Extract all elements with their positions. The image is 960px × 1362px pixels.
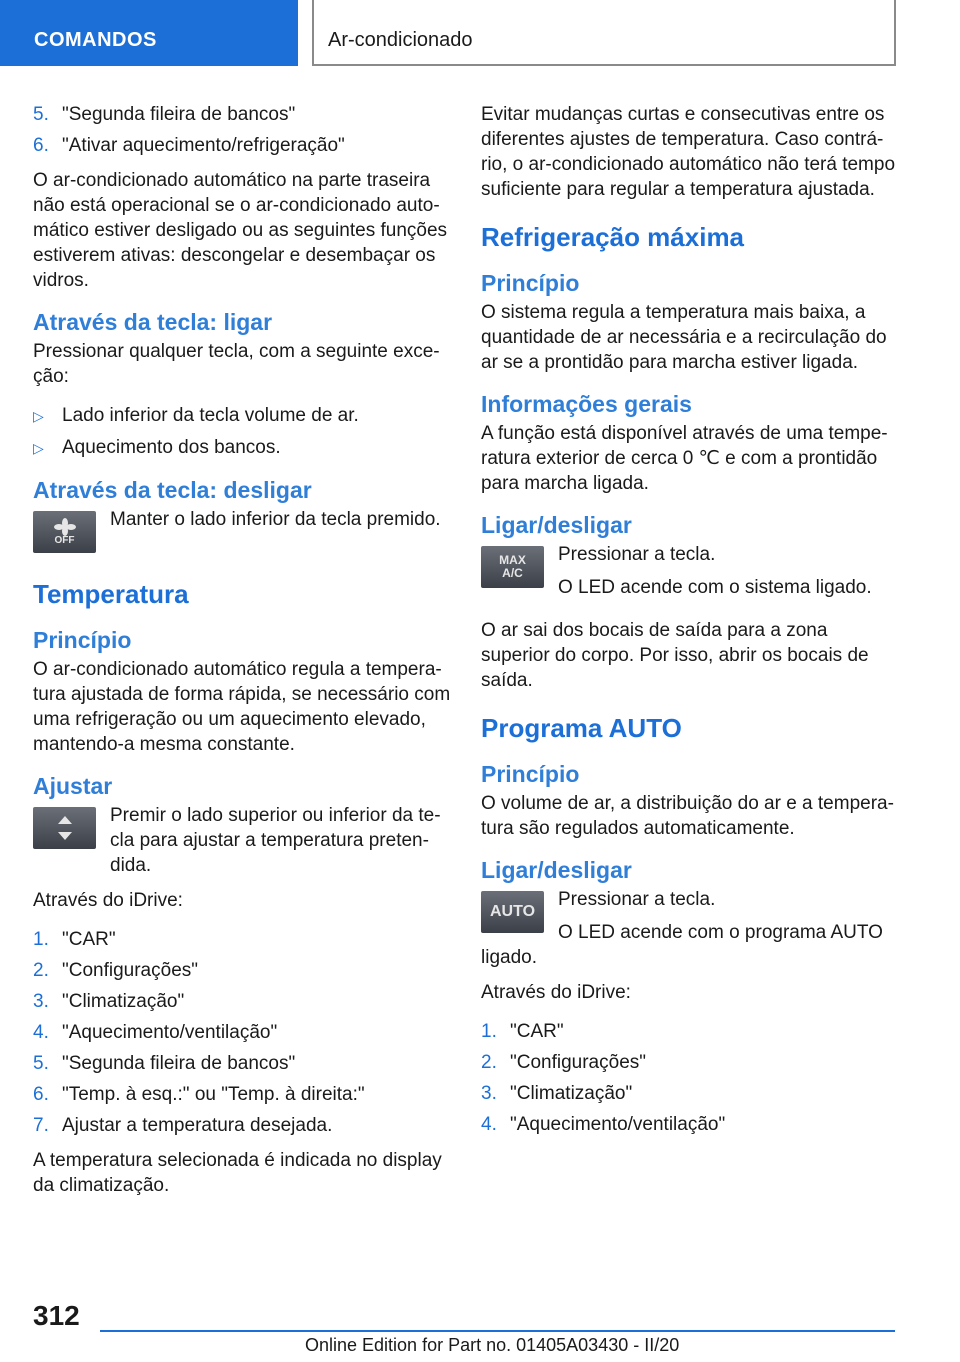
list-text: "Temp. à esq.:" ou "Temp. à direita:" <box>62 1084 365 1105</box>
heading-key-on: Através da tecla: ligar <box>33 309 273 335</box>
list-number: 1. <box>481 1021 497 1042</box>
heading-adjust: Ajustar <box>33 773 113 799</box>
up-down-arrows-icon <box>55 814 75 842</box>
rear-ac-paragraph: O ar-condicionado automático na parte traseira não está operacional se o ar-condicionado auto-mático estiver desligado ou as seguintes funções estiverem ativas: descongelar e desembaçar os vidros. <box>33 170 448 291</box>
up-down-key-icon <box>33 807 96 849</box>
auto-text: O volume de ar, a distribuição do ar e a tempera-tura são regulados automaticamente. <box>481 793 894 839</box>
list-text: "Segunda fileira de bancos" <box>62 1053 296 1074</box>
page-header <box>0 0 960 66</box>
fan-icon <box>54 518 76 536</box>
triangle-bullet-icon: ▷ <box>33 440 44 456</box>
list-number: 5. <box>33 104 49 125</box>
fan-off-key-icon <box>33 511 96 553</box>
bullet-item <box>33 403 453 429</box>
air-outlet-text: O ar sai dos bocais de saída para a zona superior do corpo. Por isso, abrir os bocais de saída. <box>481 620 869 691</box>
off-text: Manter o lado inferior da tecla premido. <box>110 509 441 530</box>
off-label: OFF <box>54 535 75 546</box>
auto-label: AUTO <box>489 903 536 920</box>
list-number: 5. <box>33 1053 49 1074</box>
right-column <box>481 102 899 1147</box>
list-number: 1. <box>33 929 49 950</box>
max-ac-label: MAX A/C <box>499 553 526 580</box>
list-item <box>33 1113 453 1138</box>
auto-key-row <box>481 887 899 970</box>
list-number: 6. <box>33 135 49 156</box>
chapter-title: Ar-condicionado <box>312 0 896 66</box>
auto-key-icon <box>481 891 544 933</box>
heading-temperature: Temperatura <box>33 579 189 609</box>
off-key-row <box>33 507 453 559</box>
edition-text: Online Edition for Part no. 01405A03430 - II/20 <box>305 1335 680 1355</box>
bullet-text: Aquecimento dos bancos. <box>62 437 281 458</box>
list-number: 3. <box>481 1083 497 1104</box>
heading-on-off: Ligar/desligar <box>481 512 632 538</box>
list-item <box>33 133 453 158</box>
exception-list <box>33 403 453 461</box>
list-text: Ajustar a temperatura desejada. <box>62 1115 333 1136</box>
idrive-steps <box>481 1019 899 1137</box>
key-on-text: Pressionar qualquer tecla, com a seguinte exce-ção: <box>33 341 440 387</box>
section-tab: COMANDOS <box>0 0 298 66</box>
list-item <box>33 1082 453 1107</box>
list-text: "Segunda fileira de bancos" <box>62 104 296 125</box>
list-number: 7. <box>33 1115 49 1136</box>
bullet-text: Lado inferior da tecla volume de ar. <box>62 405 359 426</box>
list-text: "Climatização" <box>510 1083 633 1104</box>
list-item <box>33 927 453 952</box>
max-cooling-text: O sistema regula a temperatura mais baixa, a quantidade de ar necessária e a recirculação do ar se a prontidão para marcha estiver ligada. <box>481 302 887 373</box>
list-text: "CAR" <box>510 1021 564 1042</box>
list-item <box>33 1020 453 1045</box>
temperature-text: O ar-condicionado automático regula a tempera-tura ajustada de forma rápida, se necessário com uma refrigeração ou um aquecimento elevado, mantendo-a mesma constante. <box>33 659 451 755</box>
page-number: 312 <box>33 1300 80 1331</box>
list-item <box>481 1019 899 1044</box>
list-number: 3. <box>33 991 49 1012</box>
list-item <box>481 1081 899 1106</box>
footer-divider <box>100 1330 895 1332</box>
heading-on-off: Ligar/desligar <box>481 857 632 883</box>
list-text: "Configurações" <box>510 1052 647 1073</box>
press-key-text: Pressionar a tecla. <box>558 544 716 565</box>
list-item <box>33 958 453 983</box>
max-led-text: O LED acende com o sistema ligado. <box>558 577 872 598</box>
bullet-item <box>33 435 453 461</box>
closing-text: A temperatura selecionada é indicada no display da climatização. <box>33 1150 442 1196</box>
idrive-intro: Através do iDrive: <box>481 982 631 1003</box>
left-column <box>33 102 453 1212</box>
press-key-text: Pressionar a tecla. <box>558 889 716 910</box>
auto-led-text: O LED acende com o programa AUTO ligado. <box>481 922 883 968</box>
triangle-bullet-icon: ▷ <box>33 408 44 424</box>
avoid-changes-text: Evitar mudanças curtas e consecutivas entre os diferentes ajustes de temperatura. Caso contrá-rio, o ar-condicionado automático não terá tempo suficiente para regular a temperatura ajustada. <box>481 104 896 200</box>
list-text: "Aquecimento/ventilação" <box>62 1022 278 1043</box>
list-item <box>33 102 453 127</box>
list-text: "Climatização" <box>62 991 185 1012</box>
max-ac-key-icon <box>481 546 544 588</box>
idrive-intro: Através do iDrive: <box>33 890 183 911</box>
heading-max-cooling: Refrigeração máxima <box>481 222 745 252</box>
list-number: 4. <box>481 1114 497 1135</box>
list-item <box>33 1051 453 1076</box>
list-item <box>481 1112 899 1137</box>
list-number: 6. <box>33 1084 49 1105</box>
list-item <box>33 989 453 1014</box>
idrive-steps <box>33 927 453 1138</box>
list-text: "Aquecimento/ventilação" <box>510 1114 726 1135</box>
list-number: 2. <box>481 1052 497 1073</box>
heading-principle: Princípio <box>481 270 580 296</box>
list-text: "Configurações" <box>62 960 199 981</box>
heading-principle: Princípio <box>481 761 580 787</box>
list-text: "CAR" <box>62 929 116 950</box>
list-item <box>481 1050 899 1075</box>
numbered-list-top <box>33 102 453 158</box>
general-info-text: A função está disponível através de uma tempe-ratura exterior de cerca 0 ℃ e com a prontidão para marcha ligada. <box>481 423 888 494</box>
heading-general-info: Informações gerais <box>481 391 692 417</box>
list-text: "Ativar aquecimento/refrigeração" <box>62 135 345 156</box>
adjust-key-row <box>33 803 453 878</box>
adjust-text: Premir o lado superior ou inferior da te-cla para ajustar a temperatura preten-dida. <box>110 805 441 876</box>
list-number: 2. <box>33 960 49 981</box>
heading-key-off: Através da tecla: desligar <box>33 477 312 503</box>
heading-principle: Princípio <box>33 627 132 653</box>
heading-auto-program: Programa AUTO <box>481 713 682 743</box>
list-number: 4. <box>33 1022 49 1043</box>
max-ac-key-row <box>481 542 899 608</box>
